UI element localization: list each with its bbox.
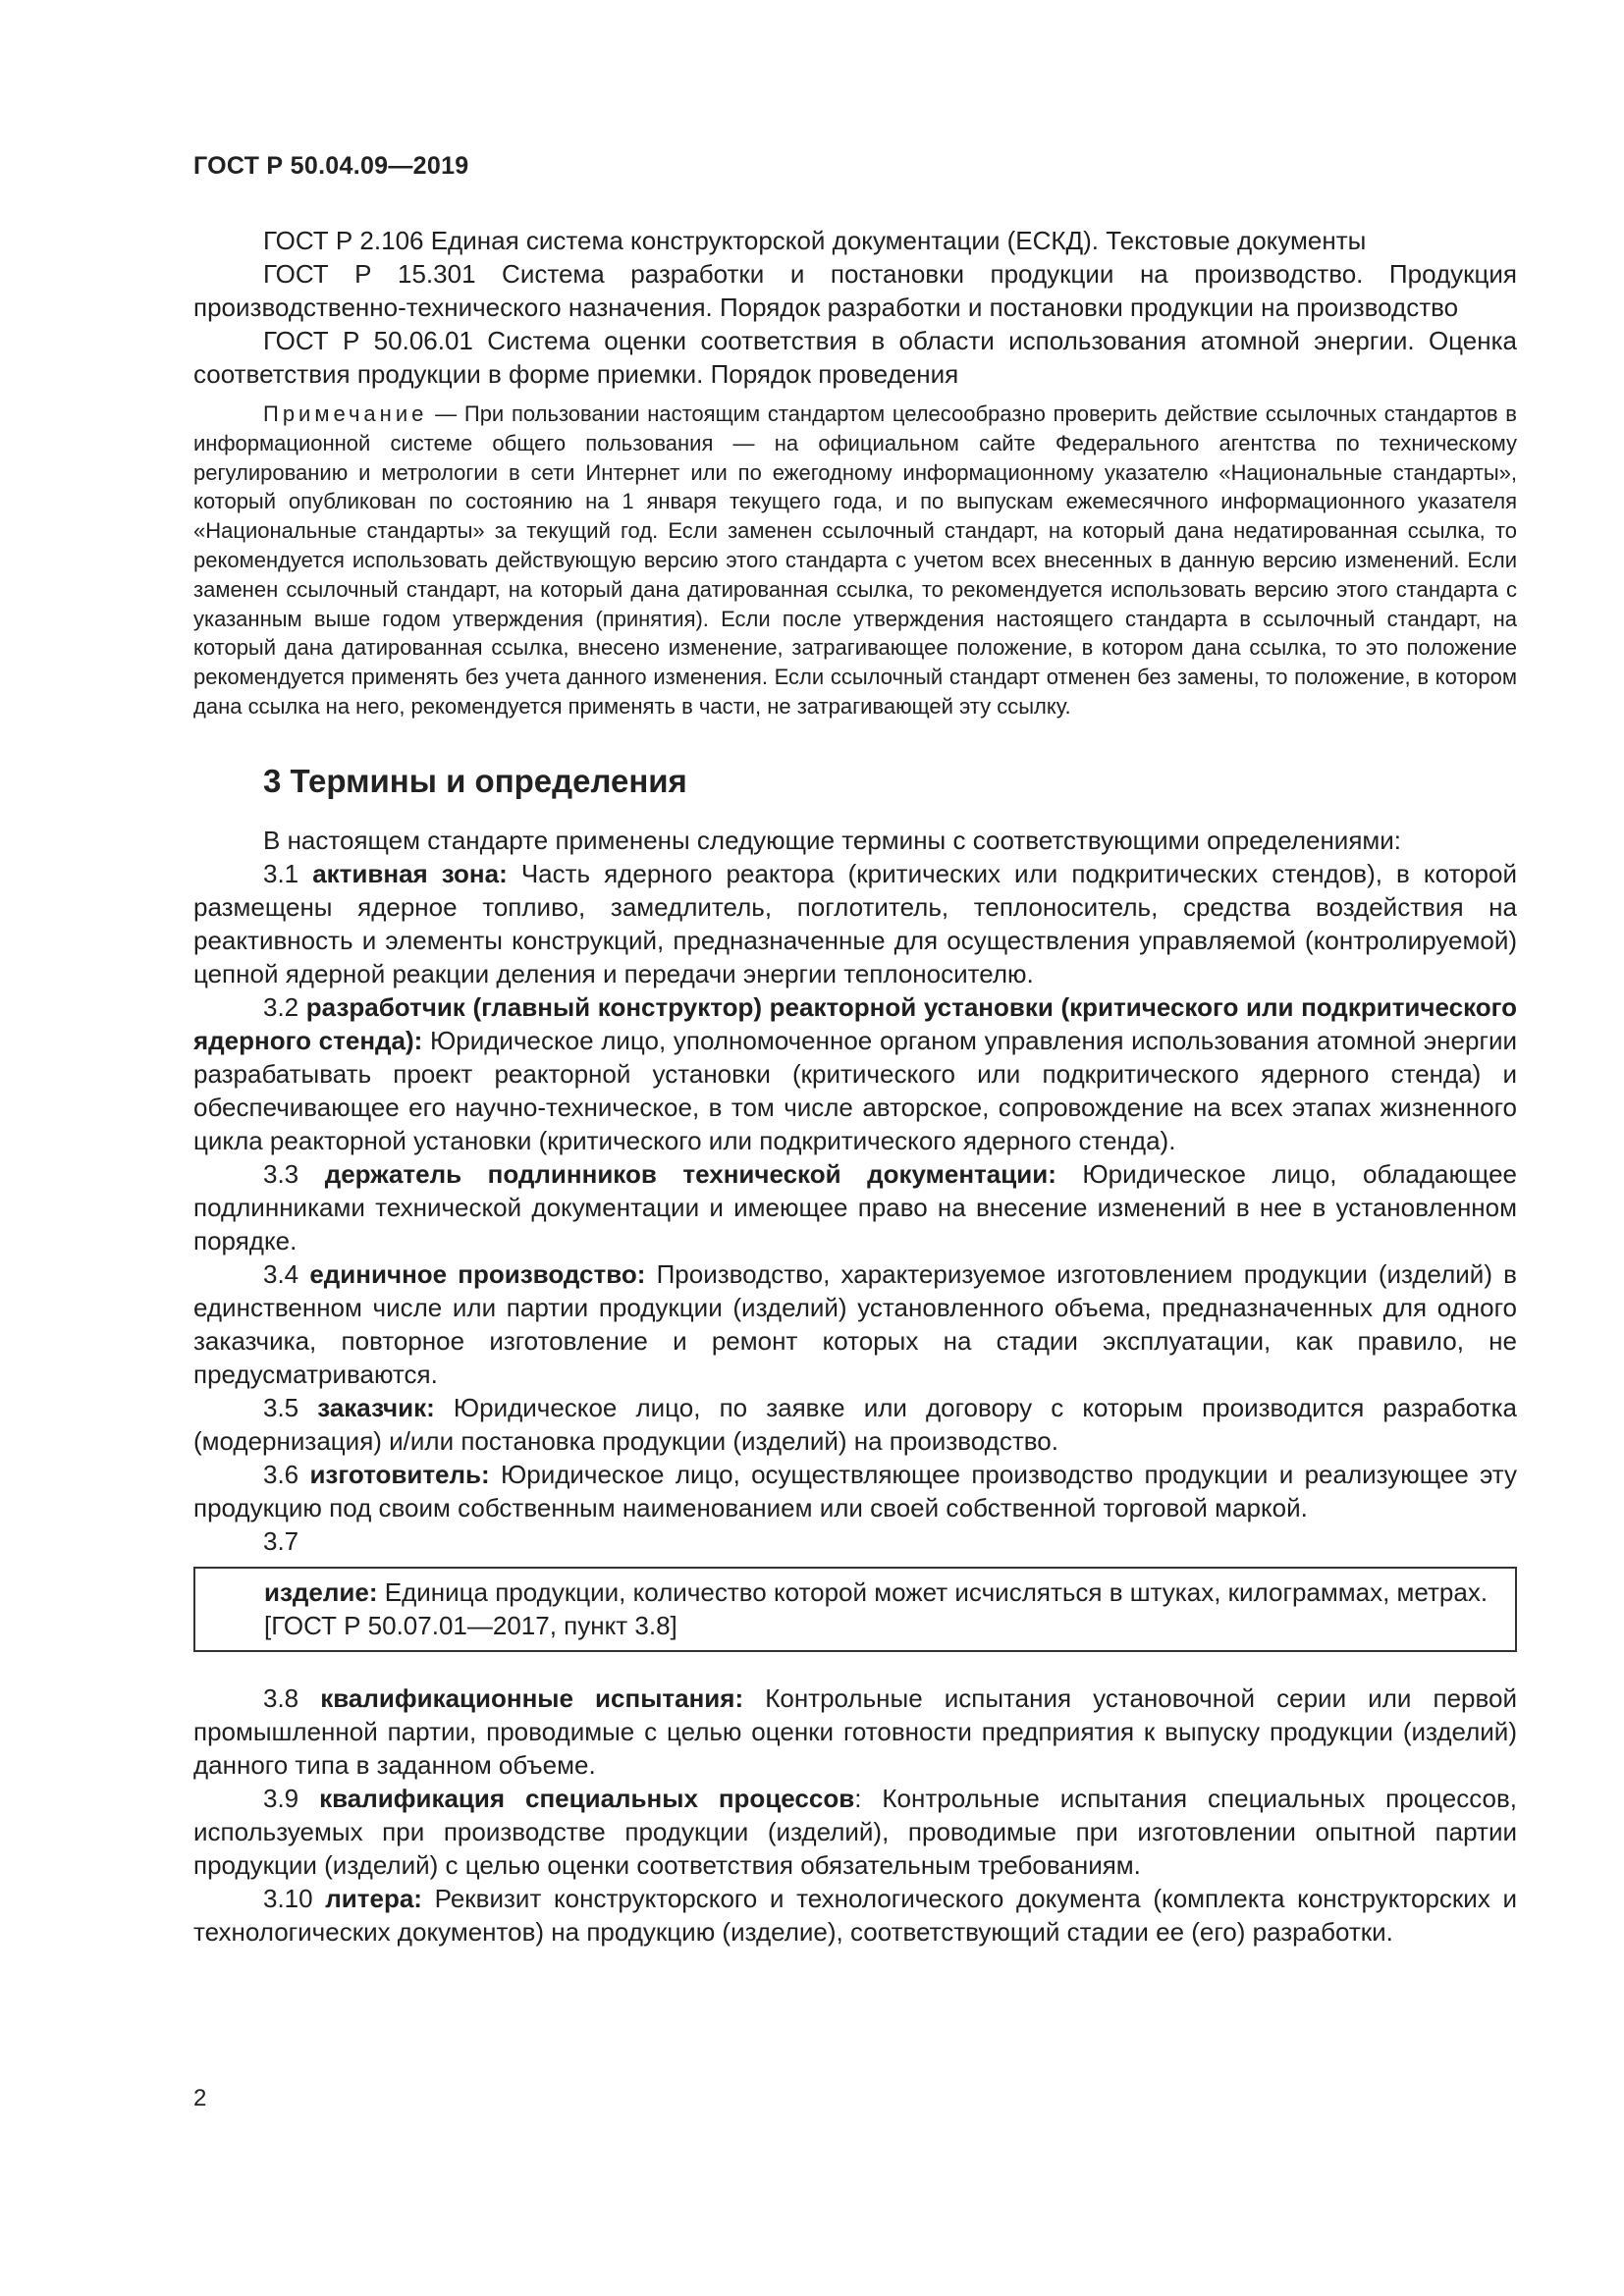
term-number: 3.9 — [263, 1783, 320, 1813]
term-name: единичное производство: — [309, 1258, 646, 1289]
term-name: изделие: — [264, 1576, 378, 1607]
reference-item: ГОСТ Р 2.106 Единая система конструкторской документации (ЕСКД). Текстовые документы — [263, 226, 1367, 255]
term-definition — [193, 1458, 1517, 1524]
term-text: Юридическое лицо, осуществляющее производство продукции и реализующее эту продукцию под своим собственным наименованием или своей собственной торговой маркой. — [193, 1459, 1517, 1522]
term-text: Производство, характеризуемое изготовлением продукции (изделий) в единственном числе или партии продукции (изделий) установленного объема, предназначенных для одного заказчика, повторное изготовление и ремонт которых на стадии эксплуатации, как правило, не предусматриваются. — [193, 1258, 1517, 1389]
term-name: держатель подлинников технической документации: — [324, 1158, 1056, 1189]
term-definition — [209, 1575, 1501, 1609]
term-number: 3.2 — [263, 991, 306, 1022]
term-number: 3.3 — [263, 1158, 325, 1189]
term-text: Часть ядерного реактора (критических или подкритических стендов), в которой размещены ядерное топливо, замедлитель, поглотитель, теплоноситель, средства воздействия на реактивность и элементы конструкций, предназначенные для осуществления управляемой (контролируемой) цепной ядерной реакции деления и передачи энергии теплоносителю. — [193, 858, 1517, 988]
term-name: заказчик: — [317, 1392, 435, 1422]
term-definition — [193, 857, 1517, 990]
section-title: 3 Термины и определения — [263, 762, 687, 799]
term-number: 3.6 — [263, 1459, 310, 1489]
term-number: 3.4 — [263, 1258, 310, 1289]
term-name: разработчик (главный конструктор) реакторной установки (критического или подкритического ядерного стенда): — [193, 991, 1518, 1055]
term-name: активная зона: — [312, 858, 508, 888]
term-text: Юридическое лицо, по заявке или договору с которым производится разработка (модернизация) и/или постановка продукции (изделий) на производство. — [193, 1392, 1517, 1456]
section-intro: В настоящем стандарте применены следующие термины с соответствующими определениями: — [263, 825, 1402, 855]
term-definition — [193, 1391, 1517, 1458]
quoted-definition-box — [193, 1567, 1517, 1652]
term-definition — [193, 1257, 1517, 1391]
term-text: Единица продукции, количество которой может исчисляться в штуках, килограммах, метрах. — [377, 1576, 1489, 1607]
term-text: Реквизит конструкторского и технологического документа (комплекта конструкторских и технологических документов) на продукцию (изделие), соответствующий стадии ее (его) разработки. — [193, 1883, 1518, 1947]
term-text: Юридическое лицо, обладающее подлинниками технической документации и имеющее право на внесение изменений в нее в установленном порядке. — [193, 1158, 1517, 1255]
reference-item: ГОСТ Р 50.06.01 Система оценки соответствия в области использования атомной энергии. Оценка соответствия продукции в форме приемки. Порядок проведения — [193, 326, 1517, 389]
term-name: литера: — [325, 1883, 422, 1913]
term-name: изготовитель: — [309, 1459, 490, 1489]
note-label: Примечание — [263, 401, 428, 426]
note-text: — При пользовании настоящим стандартом целесообразно проверить действие ссылочных стандартов в информационной системе общего пользования — на официальном сайте Федерального агентства по техническому регулированию и метрологии в сети Интернет или по ежегодному информационному указателю «Национальные стандарты», который опубликован по состоянию на 1 января текущего года, и по выпускам ежемесячного информационного указателя «Национальные стандарты» за текущий год. Если заменен ссылочный стандарт, на который дана недатированная ссылка, то рекомендуется использовать действующую версию этого стандарта с учетом всех внесенных в данную версию изменений. Если заменен ссылочный стандарт, на который дана датированная ссылка, то рекомендуется использовать версию этого стандарта с указанным выше годом утверждения (принятия). Если после утверждения настоящего стандарта в ссылочный стандарт, на который дана датированная ссылка, внесено изменение, затрагивающее положение, в котором дана ссылка, то это положение рекомендуется применять без учета данного изменения. Если ссылочный стандарт отменен без замены, то положение, в котором дана ссылка на него, рекомендуется применять в части, не затрагивающей эту ссылку. — [193, 401, 1517, 719]
page-content — [193, 224, 1517, 1949]
term-definition — [193, 990, 1517, 1157]
term-name: квалификация специальных процессов — [319, 1783, 855, 1813]
note-paragraph — [193, 400, 1517, 721]
term-number-standalone: 3.7 — [263, 1525, 299, 1556]
term-definition — [193, 1782, 1517, 1882]
term-text: Контрольные испытания установочной серии или первой промышленной партии, проводимые с целью оценки готовности предприятия к выпуску продукции (изделий) данного типа в заданном объеме. — [193, 1682, 1517, 1780]
term-number: 3.5 — [263, 1392, 318, 1422]
reference-item: ГОСТ Р 15.301 Система разработки и постановки продукции на производство. Продукция производственно-технического назначения. Порядок разработки и постановки продукции на производство — [193, 259, 1517, 322]
term-definition — [193, 1157, 1517, 1257]
term-text: Юридическое лицо, уполномоченное органом управления использования атомной энергии разрабатывать проект реакторной установки (критического или подкритического ядерного стенда) и обеспечивающее его научно-техническое, в том числе авторское, сопровождение на всех этапах жизненного цикла реакторной установки (критического или подкритического ядерного стенда). — [193, 1025, 1517, 1155]
term-number: 3.1 — [263, 858, 313, 888]
document-header: ГОСТ Р 50.04.09—2019 — [193, 152, 469, 180]
page-number: 2 — [193, 2085, 207, 2111]
term-name: квалификационные испытания: — [320, 1682, 744, 1713]
definition-source: [ГОСТ Р 50.07.01—2017, пункт 3.8] — [264, 1610, 677, 1640]
term-number: 3.8 — [263, 1682, 321, 1713]
term-text: : Контрольные испытания специальных процессов, используемых при производстве продукции (изделий), проводимые при изготовлении опытной партии продукции (изделий) с целью оценки соответствия обязательным требованиям. — [193, 1783, 1517, 1880]
term-number: 3.10 — [263, 1883, 326, 1913]
term-definition — [193, 1682, 1517, 1782]
term-definition — [193, 1882, 1517, 1949]
